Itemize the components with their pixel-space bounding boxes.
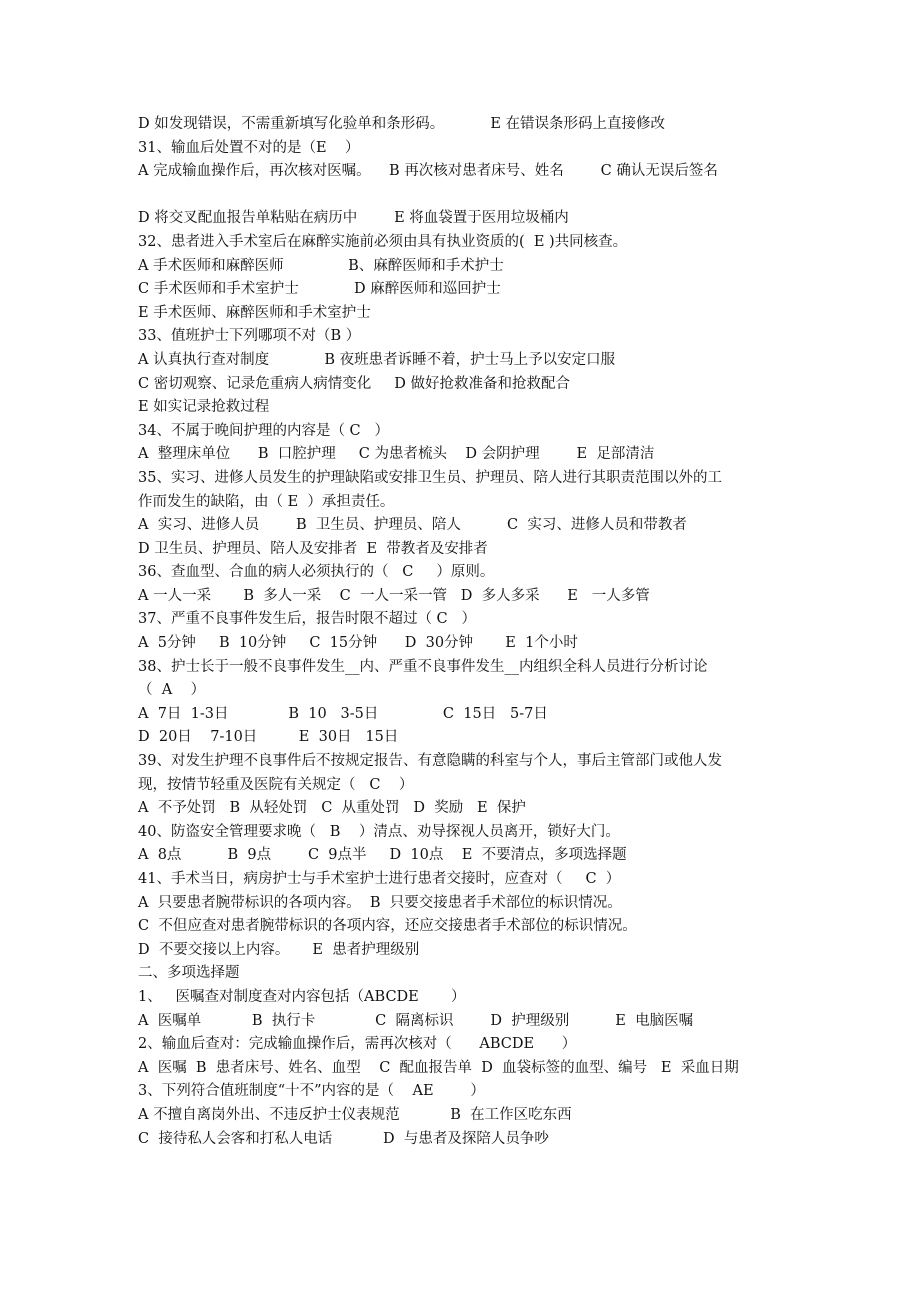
text-line: 35、实习、进修人员发生的护理缺陷或安排卫生员、护理员、陪人进行其职责范围以外的工 bbox=[138, 469, 722, 486]
text-line: 3、下列符合值班制度“十不”内容的是（ AE ） bbox=[138, 1083, 485, 1100]
text-line: 现，按情节轻重及医院有关规定（ C ） bbox=[138, 776, 414, 793]
text-line: 二、多项选择题 bbox=[138, 965, 240, 982]
text-line: A 7日 1-3日 B 10 3-5日 C 15日 5-7日 bbox=[138, 705, 548, 722]
text-line: C 密切观察、记录危重病人病情变化 D 做好抢救准备和抢救配合 bbox=[138, 375, 570, 392]
text-line: A 5分钟 B 10分钟 C 15分钟 D 30分钟 E 1个小时 bbox=[138, 635, 578, 652]
text-line: 40、防盗安全管理要求晚（ B ）清点、劝导探视人员离开，锁好大门。 bbox=[138, 823, 620, 840]
text-line: C 接待私人会客和打私人电话 D 与患者及探陪人员争吵 bbox=[138, 1130, 549, 1147]
text-line: A 不擅自离岗外出、不违反护士仪表规范 B 在工作区吃东西 bbox=[138, 1106, 572, 1123]
text-line: A 完成输血操作后，再次核对医嘱。 B 再次核对患者床号、姓名 C 确认无误后签名 bbox=[138, 163, 718, 180]
text-line: A 医嘱 B 患者床号、姓名、血型 C 配血报告单 D 血袋标签的血型、编号 E 采血日期 bbox=[138, 1059, 739, 1076]
text-line: 32、患者进入手术室后在麻醉实施前必须由具有执业资质的( E )共同核查。 bbox=[138, 233, 628, 250]
text-line: 33、值班护士下列哪项不对（B ） bbox=[138, 328, 361, 345]
text-line: D 不要交接以上内容。 E 患者护理级别 bbox=[138, 941, 420, 958]
text-line: 34、不属于晚间护理的内容是（ C ） bbox=[138, 422, 389, 439]
text-line: A 一人一采 B 多人一采 C 一人一采一管 D 多人多采 E 一人多管 bbox=[138, 587, 650, 604]
text-line: A 8点 B 9点 C 9点半 D 10点 E 不要清点，多项选择题 bbox=[138, 847, 627, 864]
blank-line bbox=[138, 184, 788, 208]
text-line: D 20日 7-10日 E 30日 15日 bbox=[138, 729, 399, 746]
text-line: 41、手术当日，病房护士与手术室护士进行患者交接时，应查对（ C ） bbox=[138, 871, 621, 887]
text-line: 38、护士长于一般不良事件发生__内、严重不良事件发生__内组织全科人员进行分析讨论 bbox=[138, 658, 708, 675]
text-line: C 不但应查对患者腕带标识的各项内容，还应交接患者手术部位的标识情况。 bbox=[138, 918, 637, 935]
text-line: A 实习、进修人员 B 卫生员、护理员、陪人 C 实习、进修人员和带教者 bbox=[138, 517, 687, 534]
text-line: D 卫生员、护理员、陪人及安排者 E 带教者及安排者 bbox=[138, 540, 488, 557]
text-line: A 认真执行查对制度 B 夜班患者诉睡不着，护士马上予以安定口服 bbox=[138, 351, 616, 368]
text-line: D 如发现错误，不需重新填写化验单和条形码。 E 在错误条形码上直接修改 bbox=[138, 116, 666, 132]
text-line: D 将交叉配血报告单粘贴在病历中 E 将血袋置于医用垃圾桶内 bbox=[138, 210, 569, 227]
text-line: 1、 医嘱查对制度查对内容包括（ABCDE ） bbox=[138, 988, 466, 1005]
text-line: （ A ） bbox=[138, 682, 206, 699]
text-line: 37、严重不良事件发生后，报告时限不超过（ C ） bbox=[138, 611, 476, 628]
text-line: A 不予处罚 B 从轻处罚 C 从重处罚 D 奖励 E 保护 bbox=[138, 800, 526, 817]
text-line: 31、输血后处置不对的是（E ） bbox=[138, 139, 360, 156]
text-line: E 如实记录抢救过程 bbox=[138, 399, 270, 416]
text-line: A 手术医师和麻醉医师 B、麻醉医师和手术护士 bbox=[138, 257, 504, 274]
text-line: 36、查血型、合血的病人必须执行的（ C ）原则。 bbox=[138, 564, 495, 581]
text-line: A 医嘱单 B 执行卡 C 隔离标识 D 护理级别 E 电脑医嘱 bbox=[138, 1012, 694, 1029]
text-line: 作而发生的缺陷，由（ E ）承担责任。 bbox=[138, 493, 395, 510]
text-line: A 整理床单位 B 口腔护理 C 为患者梳头 D 会阴护理 E 足部清洁 bbox=[138, 446, 655, 463]
text-line: C 手术医师和手术室护士 D 麻醉医师和巡回护士 bbox=[138, 281, 501, 298]
document-text bbox=[138, 113, 788, 1151]
text-line: A 只要患者腕带标识的各项内容。 B 只要交接患者手术部位的标识情况。 bbox=[138, 894, 622, 911]
text-line: E 手术医师、麻醉医师和手术室护士 bbox=[138, 304, 371, 321]
text-line: 2、输血后查对：完成输血操作后，需再次核对（ ABCDE ） bbox=[138, 1036, 577, 1053]
text-line: 39、对发生护理不良事件后不按规定报告、有意隐瞒的科室与个人，事后主管部门或他人发 bbox=[138, 753, 722, 770]
